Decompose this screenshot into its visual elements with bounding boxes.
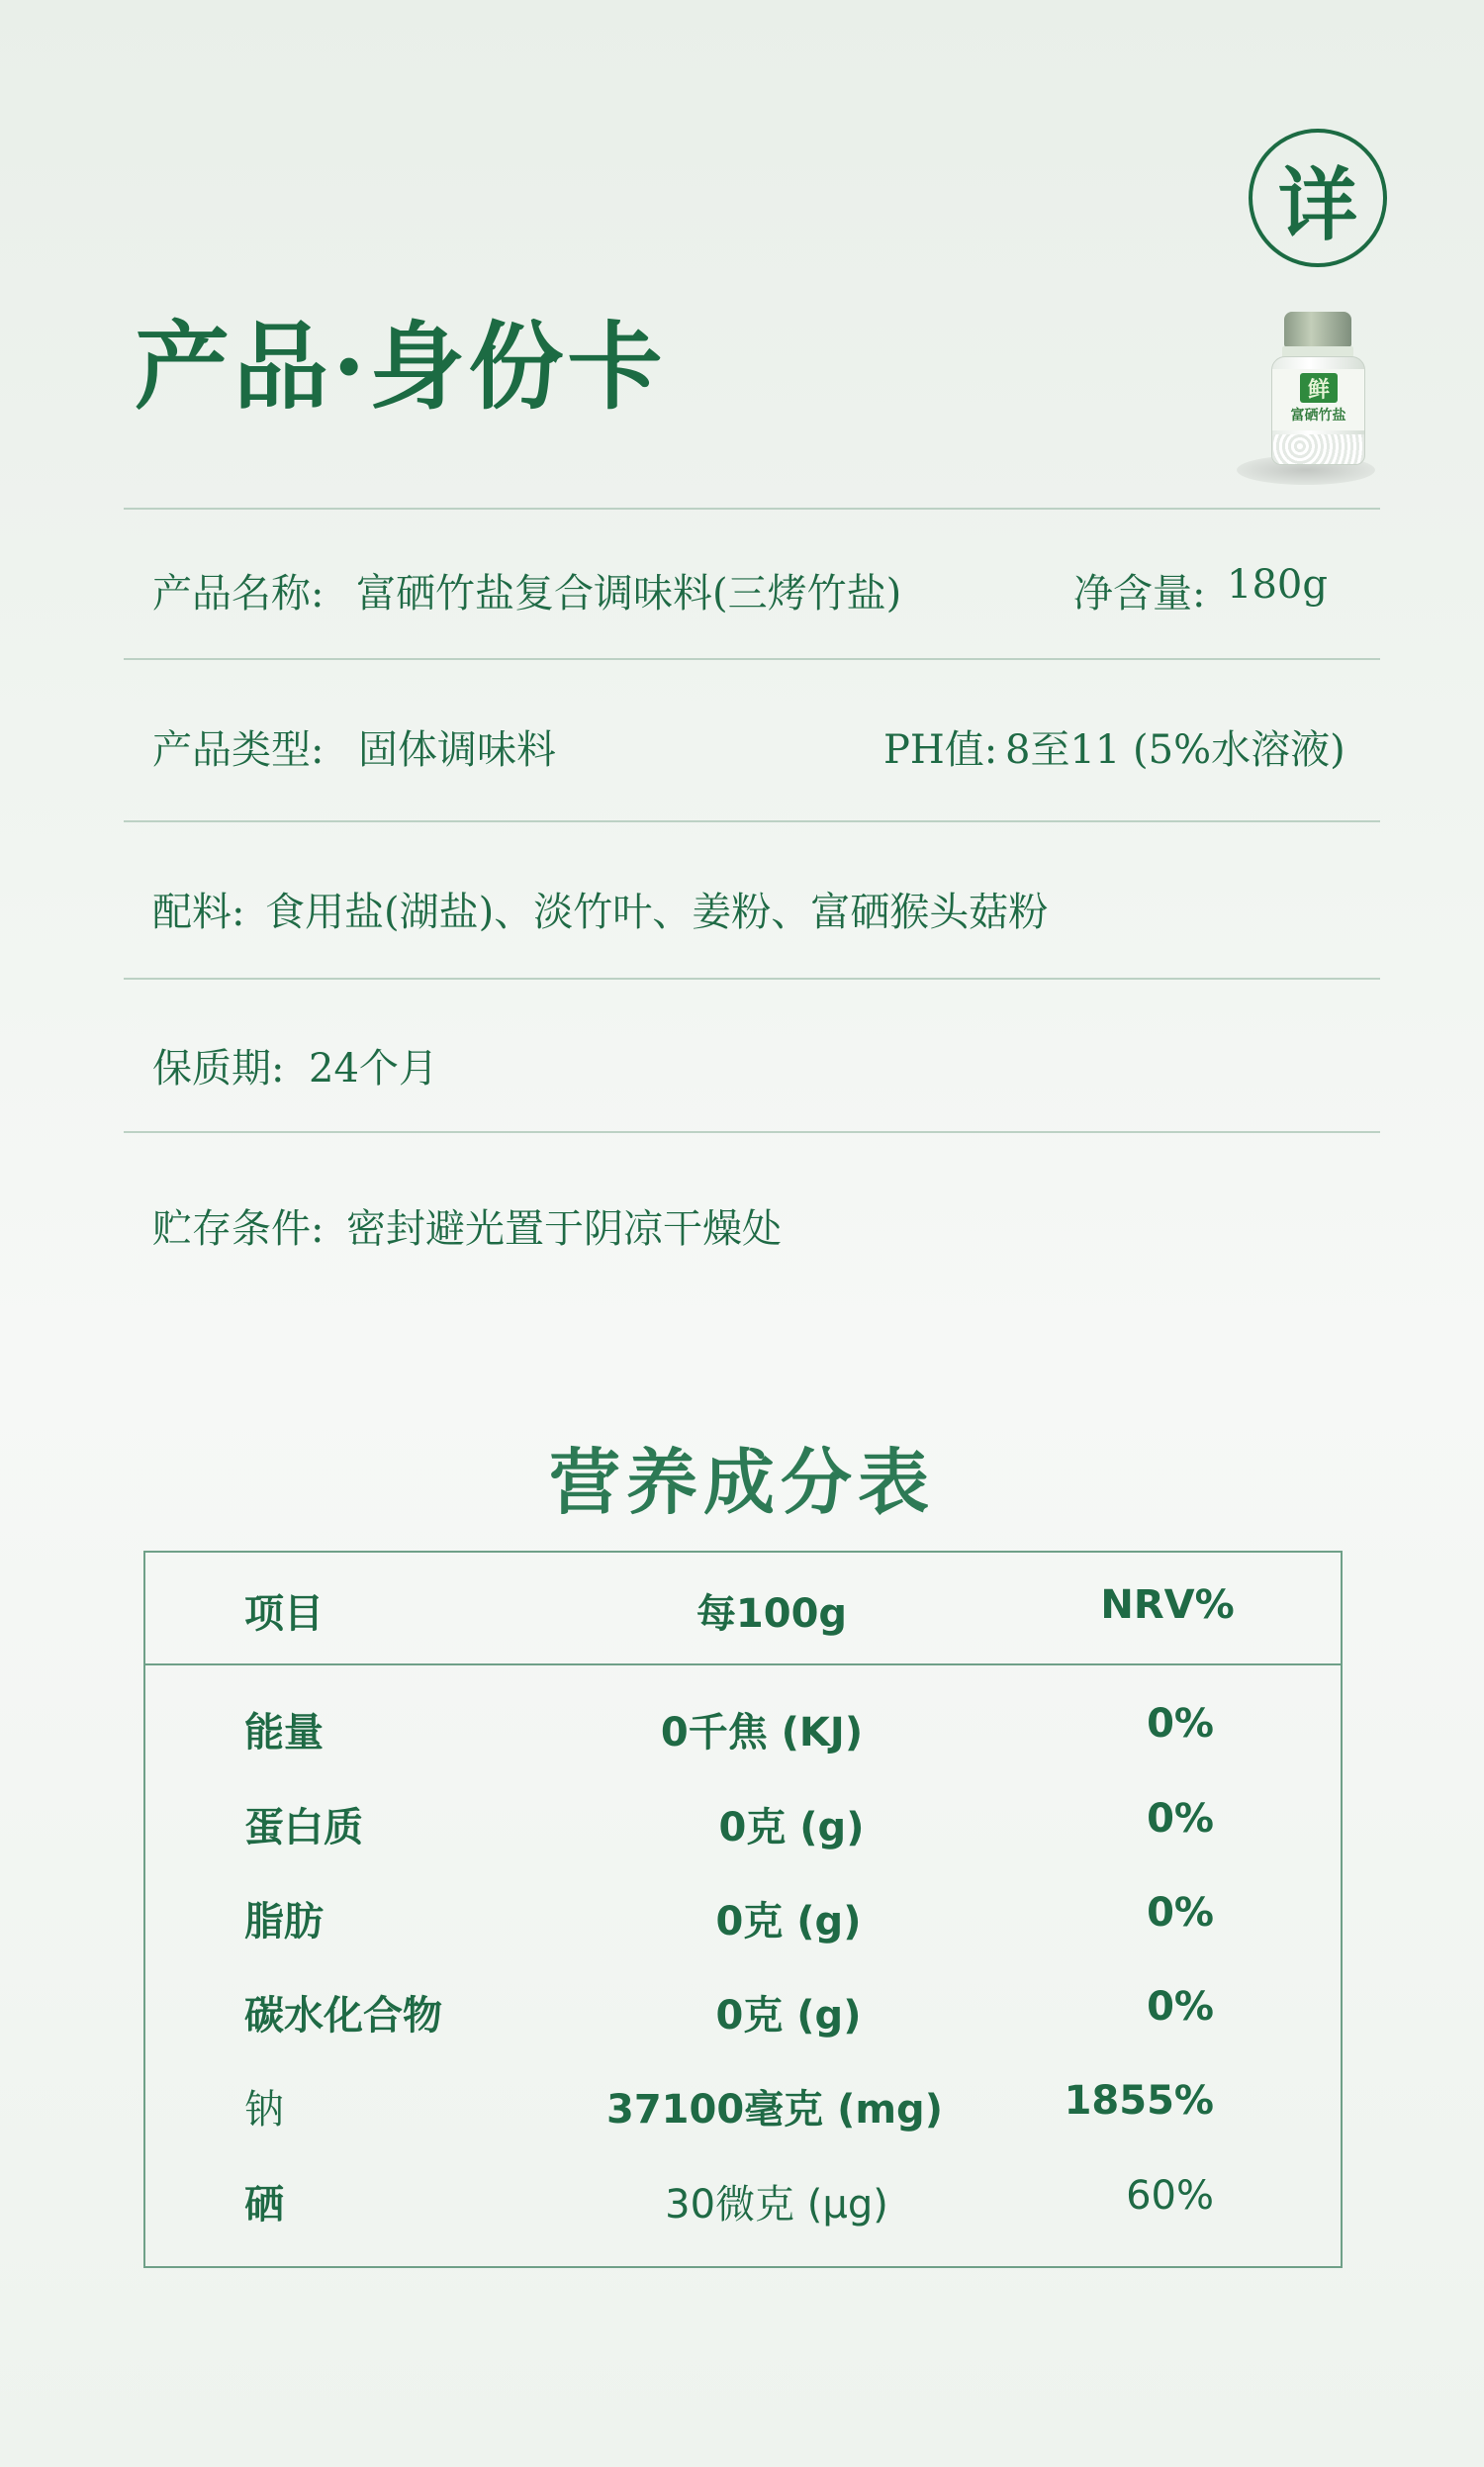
row-name: 脂肪 bbox=[244, 1899, 324, 1945]
shelf-life-label: 保质期: bbox=[152, 1046, 285, 1091]
product-type-value: 固体调味料 bbox=[358, 727, 556, 773]
product-name-value: 富硒竹盐复合调味料(三烤竹盐) bbox=[356, 571, 902, 617]
shelf-life-value: 24个月 bbox=[309, 1046, 438, 1091]
row-nrv: 1855% bbox=[1064, 2078, 1214, 2124]
row-nrv: 0% bbox=[1147, 1796, 1214, 1842]
storage-value: 密封避光置于阴凉干燥处 bbox=[346, 1206, 782, 1252]
product-type-label: 产品类型: bbox=[152, 727, 325, 773]
row-name: 能量 bbox=[244, 1710, 324, 1755]
divider bbox=[124, 978, 1380, 980]
row-amount: 0克 (g) bbox=[718, 1805, 865, 1850]
ingredients-value: 食用盐(湖盐)、淡竹叶、姜粉、富硒猴头菇粉 bbox=[265, 890, 1049, 935]
nutrition-table bbox=[143, 1551, 1343, 2268]
header-per-100g: 每100g bbox=[696, 1591, 848, 1637]
jar-label-text: 富硒竹盐 bbox=[1290, 408, 1346, 424]
detail-badge: 详 bbox=[1249, 129, 1387, 267]
row-amount: 0千焦 (KJ) bbox=[660, 1710, 864, 1755]
ph-value: 8至11 (5%水溶液) bbox=[1005, 727, 1345, 773]
row-nrv: 0% bbox=[1147, 1701, 1214, 1747]
net-content-label: 净含量: bbox=[1073, 571, 1206, 617]
ingredients-label: 配料: bbox=[152, 890, 245, 935]
divider bbox=[124, 658, 1380, 660]
row-name: 钠 bbox=[244, 2087, 284, 2133]
row-amount: 0克 (g) bbox=[715, 1899, 862, 1945]
jar-logo: 鲜 bbox=[1300, 373, 1338, 403]
row-amount: 37100毫克 (mg) bbox=[606, 2087, 943, 2133]
product-jar-image bbox=[1227, 307, 1375, 485]
divider bbox=[124, 820, 1380, 822]
row-amount: 30微克 (μg) bbox=[665, 2182, 888, 2228]
header-item: 项目 bbox=[244, 1591, 324, 1637]
row-name: 碳水化合物 bbox=[244, 1993, 442, 2039]
row-name: 蛋白质 bbox=[244, 1805, 363, 1850]
product-name-label: 产品名称: bbox=[152, 571, 325, 617]
row-nrv: 0% bbox=[1147, 1984, 1214, 2030]
row-nrv: 60% bbox=[1126, 2173, 1214, 2219]
nutrition-title: 营养成分表 bbox=[548, 1440, 935, 1524]
ph-label: PH值: bbox=[883, 727, 998, 773]
header-divider bbox=[145, 1663, 1341, 1665]
divider bbox=[124, 1131, 1380, 1133]
divider bbox=[124, 508, 1380, 510]
page-title: 产品·身份卡 bbox=[135, 311, 667, 423]
net-content-value: 180g bbox=[1227, 562, 1328, 608]
header-nrv: NRV% bbox=[1100, 1582, 1235, 1628]
row-nrv: 0% bbox=[1147, 1890, 1214, 1936]
row-amount: 0克 (g) bbox=[715, 1993, 862, 2039]
storage-label: 贮存条件: bbox=[152, 1206, 325, 1252]
row-name: 硒 bbox=[244, 2182, 284, 2228]
